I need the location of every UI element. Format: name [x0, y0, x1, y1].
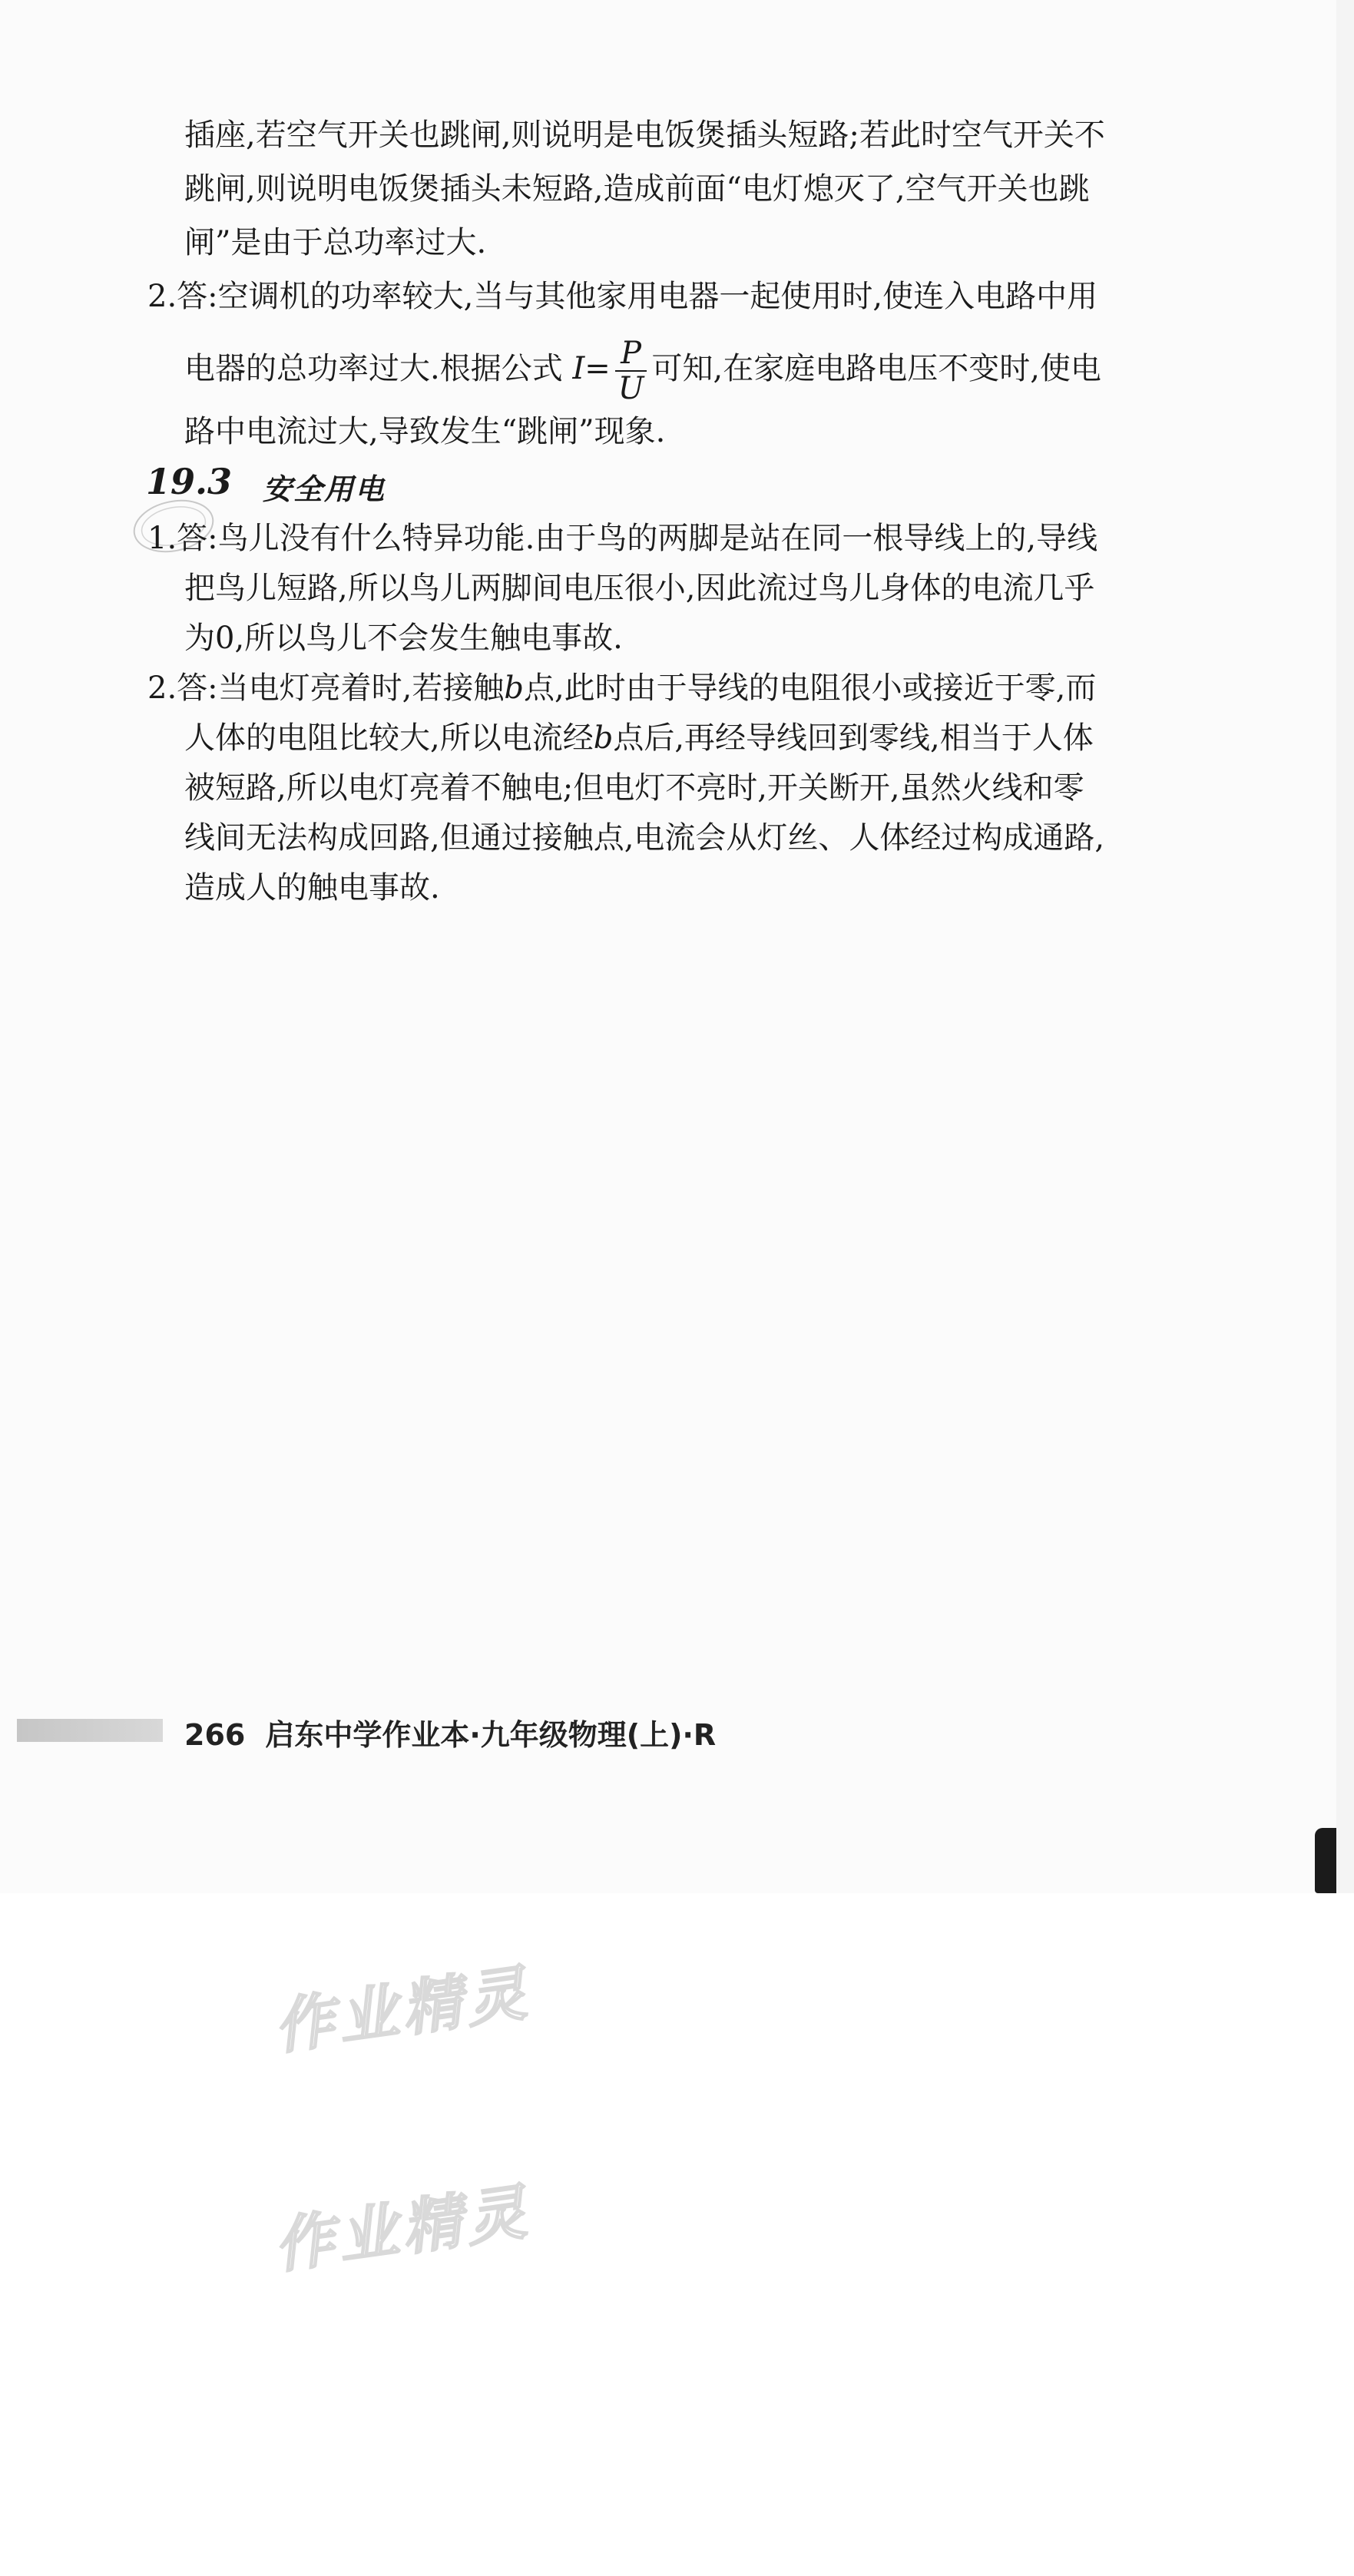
text-span: 点,此时由于导线的电阻很小或接近于零,而: [523, 670, 1097, 706]
text-line: [147, 668, 1096, 708]
text-line: 插座,若空气开关也跳闸,则说明是电饭煲插头短路;若此时空气开关不: [184, 118, 1105, 153]
text-span: 2.答:当电灯亮着时,若接触: [147, 670, 505, 706]
variable-b: b: [593, 720, 614, 756]
text-line: 把鸟儿短路,所以鸟儿两脚间电压很小,因此流过鸟儿身体的电流几乎: [184, 571, 1095, 606]
formula-lhs: I: [572, 351, 585, 386]
section-number: 19.3: [146, 461, 233, 502]
text-line: [184, 718, 1094, 758]
page-edge: [1336, 0, 1354, 1893]
text-line: 2.答:空调机的功率较大,当与其他家用电器一起使用时,使连入电路中用: [147, 279, 1098, 314]
formula-eq: =: [584, 351, 611, 386]
fraction-denominator: U: [617, 371, 644, 406]
text-line: 闸”是由于总功率过大.: [184, 225, 487, 260]
watermark: 作业精灵: [270, 1958, 535, 2063]
text-line: 线间无法构成回路,但通过接触点,电流会从灯丝、人体经过构成通路,: [184, 820, 1105, 856]
text-line: 1.答:鸟儿没有什么特异功能.由于鸟的两脚是站在同一根导线上的,导线: [147, 521, 1098, 556]
text-line: 路中电流过大,导致发生“跳闸”现象.: [184, 414, 666, 449]
text-span: 人体的电阻比较大,所以电流经: [184, 720, 594, 756]
text-span: 点后,再经导线回到零线,相当于人体: [613, 720, 1094, 756]
section-title: 安全用电: [263, 472, 386, 506]
variable-b: b: [504, 670, 524, 706]
text-line: 被短路,所以电灯亮着不触电;但电灯不亮时,开关断开,虽然火线和零: [184, 770, 1084, 806]
page-number: 266: [184, 1718, 246, 1752]
text-line: 造成人的触电事故.: [184, 870, 440, 906]
book-title: 启东中学作业本·九年级物理(上)·R: [265, 1718, 717, 1752]
page-footer: [184, 1711, 716, 1753]
text-span: 电器的总功率过大.根据公式: [184, 351, 573, 386]
text-line: 为0,所以鸟儿不会发生触电事故.: [184, 621, 623, 656]
formula-line: [184, 336, 1101, 406]
text-span: 可知,在家庭电路电压不变时,使电: [651, 351, 1101, 386]
fraction-numerator: P: [615, 336, 647, 372]
watermark: 作业精灵: [270, 2177, 535, 2282]
formula-fraction: [615, 336, 647, 406]
text-line: 跳闸,则说明电饭煲插头未短路,造成前面“电灯熄灭了,空气开关也跳: [184, 171, 1090, 207]
footer-bar: [17, 1719, 163, 1742]
page-corner-mark: [1315, 1828, 1336, 1893]
